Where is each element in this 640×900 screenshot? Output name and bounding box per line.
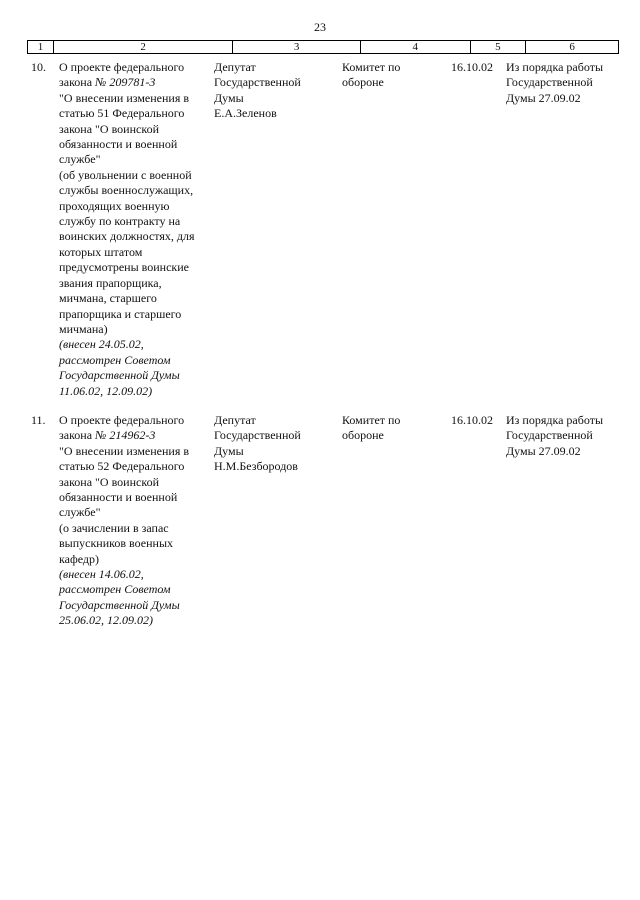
text-line: Думы 27.09.02 <box>506 443 581 458</box>
text-line: обороне <box>342 75 384 90</box>
text-line: которых штатом <box>59 244 143 259</box>
text-line: (внесен 24.05.02, <box>59 337 144 352</box>
responsible-committee <box>342 413 450 444</box>
text-line: Из порядка работы <box>506 60 604 74</box>
text-line: службу по контракту на <box>59 214 181 229</box>
text-line: закона "О воинской <box>59 474 159 489</box>
row-number: 10. <box>31 60 46 74</box>
row-number: 11. <box>31 413 46 427</box>
text-line: мичмана, старшего <box>59 291 157 306</box>
header-cell: 3 <box>233 41 361 53</box>
text-line: проходящих военную <box>59 198 170 213</box>
header-cell: 1 <box>28 41 54 53</box>
text-line: статью 52 Федерального <box>59 459 185 474</box>
text-line: Комитет по <box>342 413 401 427</box>
text-line: 25.06.02, 12.09.02) <box>59 613 153 628</box>
consideration-date: 16.10.02 <box>451 413 493 427</box>
responsible-committee <box>342 60 450 91</box>
table-header-row <box>27 40 619 54</box>
schedule-note <box>506 413 618 459</box>
text-line: предусмотрены воинские <box>59 260 189 275</box>
text-line: обороне <box>342 428 384 443</box>
bill-author <box>214 60 336 122</box>
text-line: Государственной <box>214 75 301 90</box>
header-cell: 2 <box>54 41 233 53</box>
text-line: звания прапорщика, <box>59 275 162 290</box>
bill-number-line: закона № 209781-3 <box>59 75 156 90</box>
text-line: службе" <box>59 505 101 520</box>
text-line: (о зачислении в запас <box>59 520 169 535</box>
text-line: Комитет по <box>342 60 401 74</box>
header-cell: 5 <box>471 41 527 53</box>
text-line: службы военнослужащих, <box>59 183 194 198</box>
text-line: Государственной <box>506 428 593 443</box>
text-line: рассмотрен Советом <box>59 352 171 367</box>
page-number: 23 <box>314 20 326 34</box>
bill-author <box>214 413 336 475</box>
bill-number-line: закона № 214962-3 <box>59 428 156 443</box>
text-line: Депутат <box>214 413 256 427</box>
text-line: Думы <box>214 443 244 458</box>
text-line: Государственной Думы <box>59 597 180 612</box>
text-line: "О внесении изменения в <box>59 443 190 458</box>
text-line: Государственной <box>506 75 593 90</box>
bill-description <box>59 60 231 399</box>
text-line: обязанности и военной <box>59 490 178 505</box>
text-line: прапорщика и старшего <box>59 306 182 321</box>
text-line: воинских должностях, для <box>59 229 195 244</box>
text-line: Государственной Думы <box>59 368 180 383</box>
text-line: мичмана) <box>59 321 108 336</box>
text-line: Из порядка работы <box>506 413 604 427</box>
consideration-date: 16.10.02 <box>451 60 493 74</box>
text-line: "О внесении изменения в <box>59 90 190 105</box>
text-line: Думы <box>214 90 244 105</box>
text-line: Думы 27.09.02 <box>506 90 581 105</box>
text-line: выпускников военных <box>59 536 173 551</box>
text-line: обязанности и военной <box>59 137 178 152</box>
text-line: Е.А.Зеленов <box>214 106 277 121</box>
text-line: рассмотрен Советом <box>59 582 171 597</box>
schedule-note <box>506 60 618 106</box>
text-line: Н.М.Безбородов <box>214 459 298 474</box>
text-line: 11.06.02, 12.09.02) <box>59 383 153 398</box>
bill-description <box>59 413 231 629</box>
text-line: (об увольнении с военной <box>59 167 192 182</box>
text-line: (внесен 14.06.02, <box>59 567 144 582</box>
text-line: статью 51 Федерального <box>59 106 185 121</box>
text-line: службе" <box>59 152 101 167</box>
text-line: Депутат <box>214 60 256 74</box>
header-cell: 6 <box>569 41 575 53</box>
bill-title-line: О проекте федерального <box>59 413 185 427</box>
text-line: кафедр) <box>59 551 100 566</box>
text-line: Государственной <box>214 428 301 443</box>
bill-title-line: О проекте федерального <box>59 60 185 74</box>
text-line: закона "О воинской <box>59 121 159 136</box>
header-cell: 4 <box>361 41 471 53</box>
